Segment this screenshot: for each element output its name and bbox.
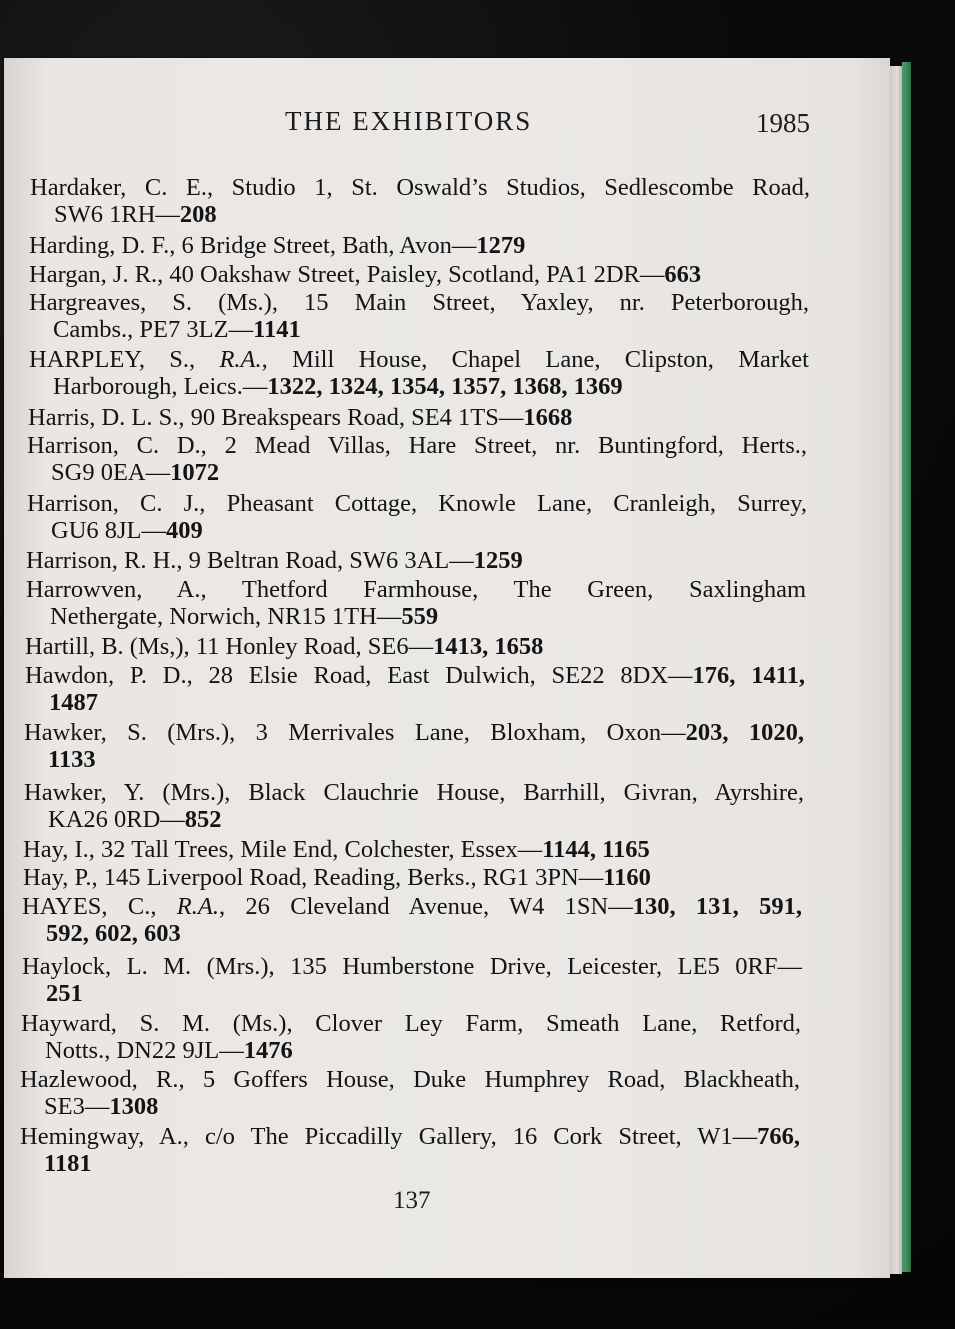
exhibitor-entry [28,404,808,431]
catalogue-numbers: 208 [179,201,217,228]
exhibitor-entry [29,261,809,288]
exhibitor-entry [22,893,802,947]
page-number: 137 [393,1187,431,1214]
catalogue-numbers: 1259 [473,547,523,574]
entry-line: Hazlewood, R., 5 Goffers House, Duke Humphrey Road, Blackheath, [20,1066,800,1093]
catalogue-numbers: 852 [184,806,222,833]
catalogue-numbers: 1133 [48,746,96,773]
catalogue-numbers: 592, 602, 603 [46,920,181,947]
entry-line: Hawker, Y. (Mrs.), Black Clauchrie House, Barrhill, Givran, Ayrshire, [24,779,804,806]
entry-line: Hayward, S. M. (Ms.), Clover Ley Farm, Smeath Lane, Retford, [21,1010,801,1037]
catalogue-numbers: 766, [757,1123,800,1150]
exhibitor-entry [20,1066,800,1120]
catalogue-numbers: 1487 [49,689,98,716]
entry-line: Harrison, R. H., 9 Beltran Road, SW6 3AL—1259 [26,547,523,574]
exhibitor-entry [29,289,809,343]
catalogue-numbers: 1144, 1165 [542,836,650,863]
exhibitor-entry [24,719,804,773]
entry-line: Haylock, L. M. (Mrs.), 135 Humberstone Drive, Leicester, LE5 0RF— [22,953,802,980]
exhibitor-entry [23,864,803,891]
entry-line: Harrison, C. J., Pheasant Cottage, Knowle Lane, Cranleigh, Surrey, [27,490,807,517]
entry-line: Nethergate, Norwich, NR15 1TH—559 [50,603,439,630]
entry-line: Cambs., PE7 3LZ—1141 [53,316,301,343]
catalogue-numbers: 663 [664,261,702,288]
entry-line: Hemingway, A., c/o The Piccadilly Gallery, 16 Cork Street, W1—766, [20,1123,800,1150]
entry-line: Hartill, B. (Ms,), 11 Honley Road, SE6—1413, 1658 [25,633,544,660]
entry-line: Harborough, Leics.—1322, 1324, 1354, 1357, 1368, 1369 [53,373,623,400]
running-head-year: 1985 [756,108,810,138]
exhibitor-entry [26,576,806,630]
catalogue-numbers: 1141 [253,316,301,343]
exhibitor-entry [25,633,805,660]
entry-line [22,920,802,947]
catalogue-numbers: 1308 [109,1093,159,1120]
catalogue-numbers: 251 [46,980,83,1007]
entry-line: Hardaker, C. E., Studio 1, St. Oswald’s Studios, Sedlescombe Road, [30,174,810,201]
running-head-title: THE EXHIBITORS [285,106,533,136]
exhibitor-entry [26,547,806,574]
catalogue-numbers: 1072 [170,459,220,486]
catalogue-numbers: 559 [401,603,439,630]
entry-line: Harrison, C. D., 2 Mead Villas, Hare Street, nr. Buntingford, Herts., [27,432,807,459]
exhibitor-entry [21,1010,801,1064]
entry-line: Harris, D. L. S., 90 Breakspears Road, SE4 1TS—1668 [28,404,573,431]
exhibitor-entry [27,490,807,544]
entry-line: KA26 0RD—852 [48,806,222,833]
entry-line: Hawdon, P. D., 28 Elsie Road, East Dulwich, SE22 8DX—176, 1411, [25,662,805,689]
entry-line: Hawker, S. (Mrs.), 3 Merrivales Lane, Bloxham, Oxon—203, 1020, [24,719,805,746]
entry-line: SG9 0EA—1072 [51,459,220,486]
exhibitor-entry [30,174,810,228]
entry-line: Notts., DN22 9JL—1476 [45,1037,293,1064]
entry-line: GU6 8JL—409 [51,517,203,544]
entry-line: Hargreaves, S. (Ms.), 15 Main Street, Yaxley, nr. Peterborough, [29,289,809,316]
catalogue-numbers: 1160 [603,864,651,891]
catalogue-numbers: 176, 1411, [692,662,805,689]
catalogue-numbers: 203, 1020, [685,719,805,746]
green-book-cover-edge [902,62,911,1272]
entry-line [22,980,802,1007]
entry-line: SW6 1RH—208 [54,201,217,228]
exhibitor-entry [27,432,807,486]
catalogue-numbers: 1279 [476,232,526,259]
catalogue-numbers: 1476 [243,1037,293,1064]
exhibitor-entry [24,779,804,833]
entry-line: HARPLEY, S., R.A., Mill House, Chapel Lane, Clipston, Market [29,346,809,373]
page-edges [890,66,902,1274]
catalogue-numbers: 1181 [44,1150,92,1177]
exhibitor-entry [29,346,809,400]
entry-line: Harding, D. F., 6 Bridge Street, Bath, Avon—1279 [29,232,526,259]
entry-line: Hay, I., 32 Tall Trees, Mile End, Colchester, Essex—1144, 1165 [23,836,650,863]
exhibitor-entry [22,953,802,1007]
entry-line: Harrowven, A., Thetford Farmhouse, The Green, Saxlingham [26,576,806,603]
exhibitor-entry [25,662,805,716]
catalogue-numbers: 409 [166,517,203,544]
entry-line: HAYES, C., R.A., 26 Cleveland Avenue, W4 1SN—130, 131, 591, [22,893,802,920]
exhibitor-entry [20,1123,800,1177]
exhibitor-entry [29,232,809,259]
entry-line: Hargan, J. R., 40 Oakshaw Street, Paisley, Scotland, PA1 2DR—663 [29,261,702,288]
entry-line: Hay, P., 145 Liverpool Road, Reading, Berks., RG1 3PN—1160 [23,864,651,891]
entry-line [20,1150,800,1177]
entry-line [24,746,804,773]
catalogue-numbers: 1413, 1658 [433,633,544,660]
entry-line [25,689,805,716]
catalogue-numbers: 1668 [523,404,573,431]
catalogue-numbers: 1322, 1324, 1354, 1357, 1368, 1369 [267,373,623,400]
catalogue-numbers: 130, 131, 591, [632,893,802,920]
entry-line: SE3—1308 [44,1093,159,1120]
exhibitor-entry [23,836,803,863]
